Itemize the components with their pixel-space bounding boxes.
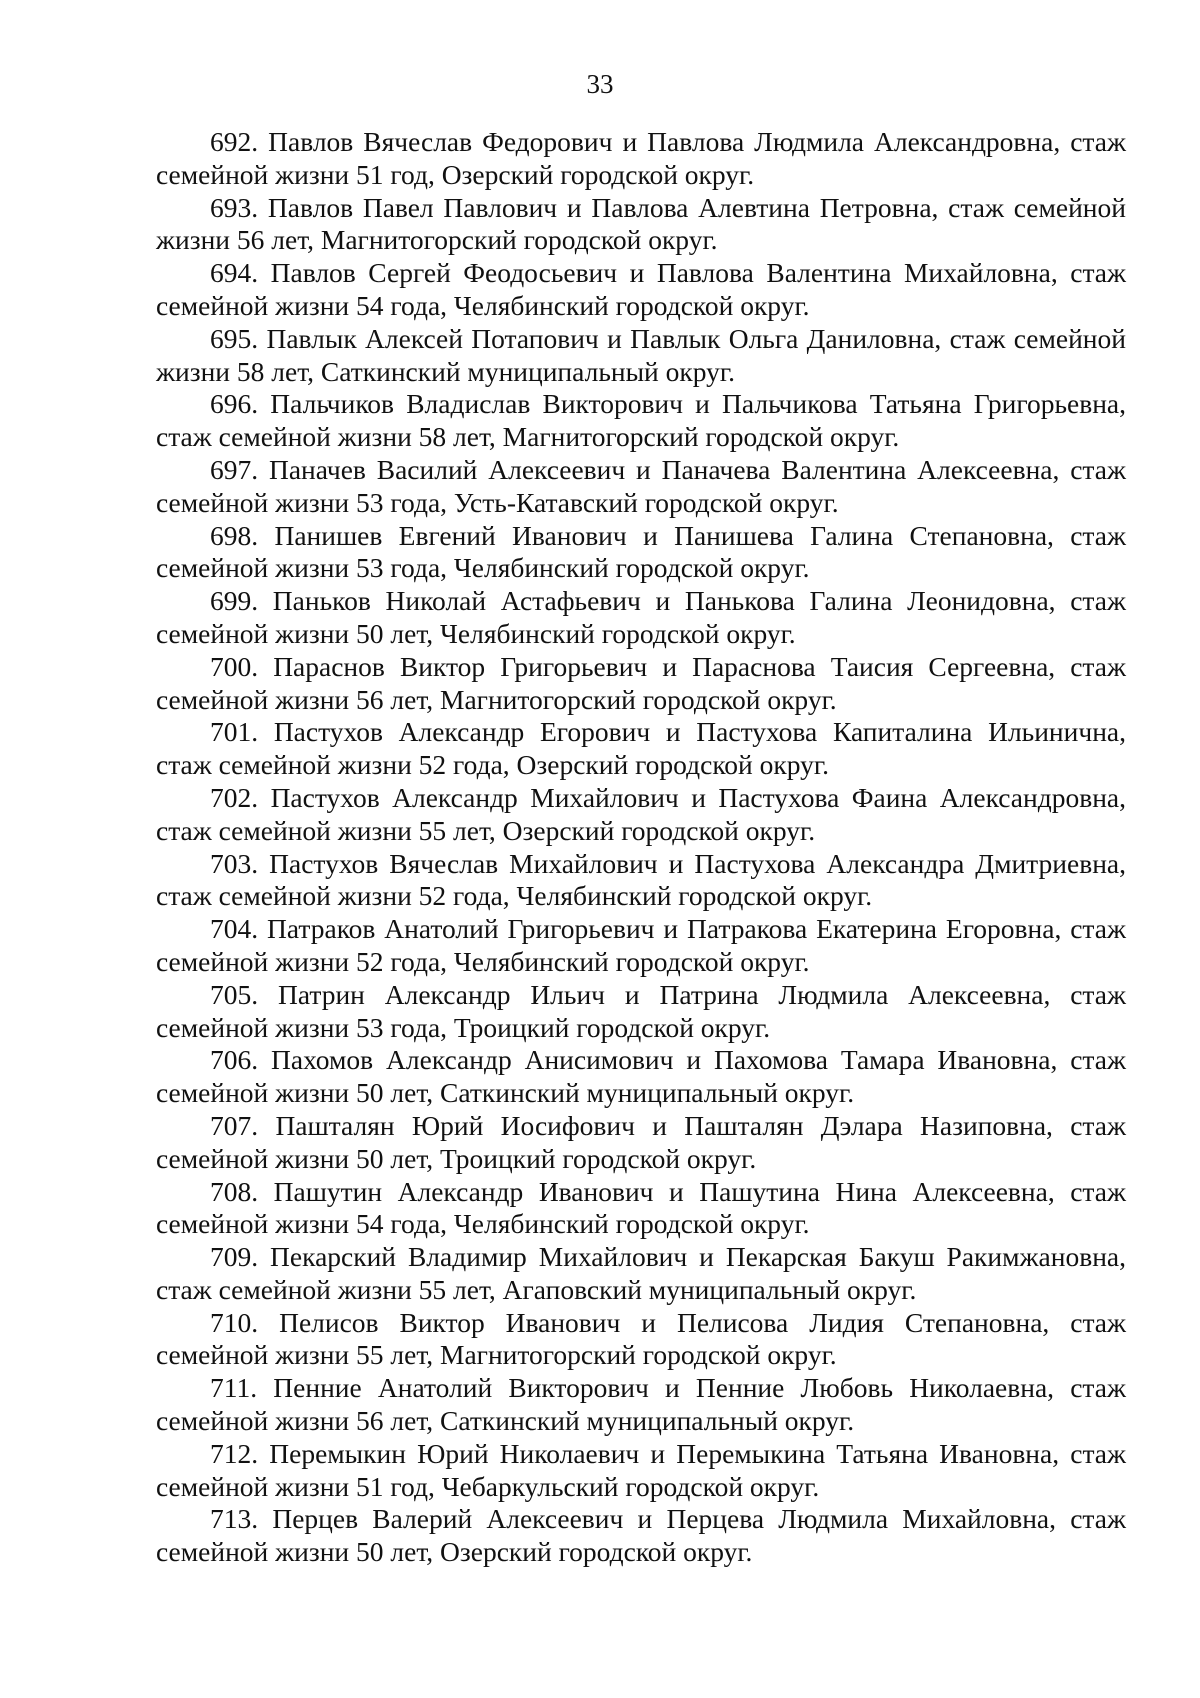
list-item: 710. Пелисов Виктор Иванович и Пелисова Лидия Степановна, стаж семейной жизни 55 лет, Магнитогорский городской округ. bbox=[156, 1306, 1126, 1371]
list-item: 699. Паньков Николай Астафьевич и Панькова Галина Леонидовна, стаж семейной жизни 50 лет, Челябинский городской округ. bbox=[156, 585, 1126, 649]
list-item: 698. Панишев Евгений Иванович и Панишева Галина Степановна, стаж семейной жизни 53 года, Челябинский городской округ. bbox=[156, 519, 1126, 584]
entry-list bbox=[156, 126, 1126, 1569]
list-item: 701. Пастухов Александр Егорович и Пастухова Капиталина Ильинична, стаж семейной жизни 52 года, Озерский городской округ. bbox=[156, 716, 1126, 781]
list-item: 706. Пахомов Александр Анисимович и Пахомова Тамара Ивановна, стаж семейной жизни 50 лет, Саткинский муниципальный округ. bbox=[156, 1044, 1126, 1109]
list-item: 694. Павлов Сергей Феодосьевич и Павлова Валентина Михайловна, стаж семейной жизни 54 года, Челябинский городской округ. bbox=[156, 257, 1126, 321]
list-item: 707. Пашталян Юрий Иосифович и Пашталян Дэлара Назиповна, стаж семейной жизни 50 лет, Троицкий городской округ. bbox=[156, 1109, 1126, 1174]
list-item: 704. Патраков Анатолий Григорьевич и Патракова Екатерина Егоровна, стаж семейной жизни 52 года, Челябинский городской округ. bbox=[156, 913, 1126, 977]
list-item: 703. Пастухов Вячеслав Михайлович и Пастухова Александра Дмитриевна, стаж семейной жизни 52 года, Челябинский городской округ. bbox=[156, 847, 1126, 912]
list-item: 692. Павлов Вячеслав Федорович и Павлова Людмила Александровна, стаж семейной жизни 51 год, Озерский городской округ. bbox=[156, 126, 1126, 190]
page-number: 33 bbox=[586, 69, 614, 99]
list-item: 702. Пастухов Александр Михайлович и Пастухова Фаина Александровна, стаж семейной жизни 55 лет, Озерский городской округ. bbox=[156, 781, 1126, 846]
list-item: 708. Пашутин Александр Иванович и Пашутина Нина Алексеевна, стаж семейной жизни 54 года, Челябинский городской округ. bbox=[156, 1175, 1126, 1240]
list-item: 713. Перцев Валерий Алексеевич и Перцева Людмила Михайловна, стаж семейной жизни 50 лет, Озерский городской округ. bbox=[156, 1503, 1126, 1568]
list-item: 700. Параснов Виктор Григорьевич и Параснова Таисия Сергеевна, стаж семейной жизни 56 лет, Магнитогорский городской округ. bbox=[156, 650, 1126, 715]
list-item: 693. Павлов Павел Павлович и Павлова Алевтина Петровна, стаж семейной жизни 56 лет, Магнитогорский городской округ. bbox=[156, 191, 1126, 256]
list-item: 709. Пекарский Владимир Михайлович и Пекарская Бакуш Ракимжановна, стаж семейной жизни 55 лет, Агаповский муниципальный округ. bbox=[156, 1241, 1126, 1305]
list-item: 695. Павлык Алексей Потапович и Павлык Ольга Даниловна, стаж семейной жизни 58 лет, Саткинский муниципальный округ. bbox=[156, 322, 1126, 387]
list-item: 711. Пенние Анатолий Викторович и Пенние Любовь Николаевна, стаж семейной жизни 56 лет, Саткинский муниципальный округ. bbox=[156, 1372, 1126, 1437]
list-item: 712. Перемыкин Юрий Николаевич и Перемыкина Татьяна Ивановна, стаж семейной жизни 51 год, Чебаркульский городской округ. bbox=[156, 1437, 1126, 1502]
list-item: 705. Патрин Александр Ильич и Патрина Людмила Алексеевна, стаж семейной жизни 53 года, Троицкий городской округ. bbox=[156, 978, 1126, 1043]
list-item: 697. Паначев Василий Алексеевич и Паначева Валентина Алексеевна, стаж семейной жизни 53 года, Усть-Катавский городской округ. bbox=[156, 453, 1126, 518]
list-item: 696. Пальчиков Владислав Викторович и Пальчикова Татьяна Григорьевна, стаж семейной жизни 58 лет, Магнитогорский городской округ. bbox=[156, 388, 1126, 453]
